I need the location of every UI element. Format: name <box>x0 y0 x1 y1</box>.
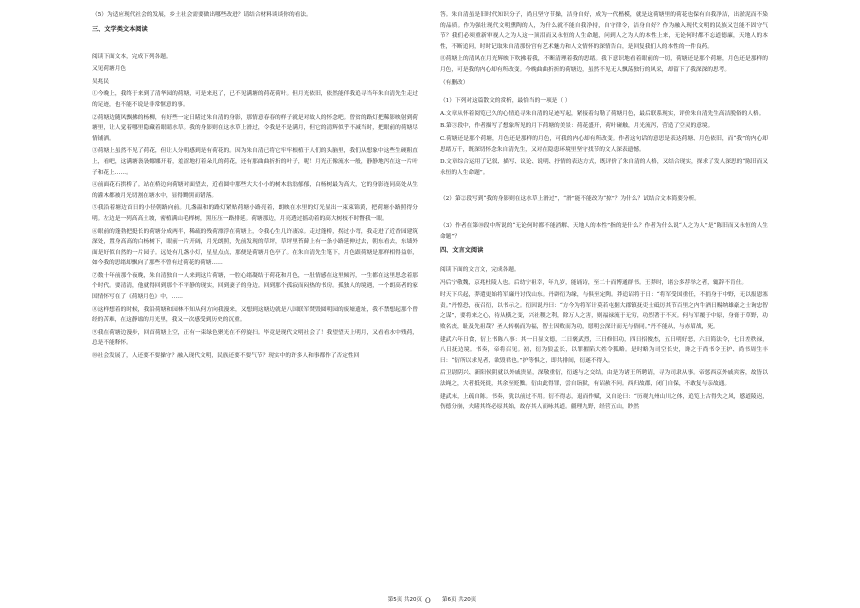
essay-author: 吴兆民 <box>92 78 110 85</box>
page-number-left: 第5页 共20页 <box>387 597 422 603</box>
essay-paragraph: ⑥眼前的蓬勃把挺长的荷塘分成两半，稀疏的残荷漂浮在荷塘上，令我心生几许凄凉。走过蓬桥，拐过小弯，我走进了近香园建筑深处，置身高高的白杨树下，眼前一片开阔，月光朗照，先前发现的草坪，草坪里苔藓上有一条小路延伸过去，朝东看去，东墙外面是好似自然的一片园子。远处有几盏小灯，星星点点，那便是荷塘月色亭了。在朱自清先生笔下，月色跟荷塘是那样相得益彰，如今我的思绪却飘向了那些不曾有过荷花的荷塘…… <box>92 228 418 267</box>
reading-instruction: 阅读下面文本，完成下列各题。 <box>92 53 172 60</box>
classical-paragraph: 建武末，上疏自陈。书奏，犹以前过不用。衍不得志，退而作赋，又自论曰：“历观九州山川之体，追览上古得失之风，愍道陵迟，伤德分崩，夫睹其终必原其始，故存其人而咏其道。疆理九野，经营五山，眇然 <box>440 393 768 411</box>
essay-paragraph: ①今晚上，我终于来到了清华园的荷塘，可是来迟了，已不见满塘的荷花荷叶。但月光依旧，依然能伴我追寻当年朱自清先生走过的足迹，也不能不说是非常惬意的事。 <box>92 91 418 108</box>
essay-paragraph: ④前面花石拱桥了。站在桥边向荷塘对面望去，近看圆中那些大大小小的树木翁翁郁郁，白杨树最为高大，它的身影连同高处从生的灌木都被月光切割在塘水中，显得黝黑而错落。 <box>92 182 418 199</box>
classical-paragraph: 后卫尉阴兴、新阳侯阴就以外戚贵显，深敬重衍，衍遂与之交结，由是为诸王所聘请，寻为司隶从事。帝惩西京外戚宾客，故皆以法绳之，大者抵死徙，其余至贬黜。衍由此得罪，尝自诣狱，有诏赦不问。西归故郡，闭门自保，不敢复与亲故通。 <box>440 370 768 388</box>
option-a: A.文章从怀着阅览已久的心情追寻朱自清的足迹写起，紧接着勾勒了荷塘月色，最后联系现实，评价朱自清先生高洁脱俗的人格。 <box>440 110 765 117</box>
question-1: （1）下列对这篇散文的赏析，最恰当的一项是（ ） <box>440 98 571 105</box>
essay-title: 又见荷塘月色 <box>92 66 127 73</box>
essay-paragraph: ⑤我沿着塘边首日的小径朝路向前。几盏温和的路灯紧贴荷塘小路亮着，朗映在水里的灯光显出一束束锦黄，把荷塘小路照得分明。左边是一列高高土坡，密植满山毛榉树，黑压压一路排延。荷塘那边，月亮透过摇动着的高大树枝不时瞥我一眼。 <box>92 205 418 222</box>
page-number-right: 第6页 共20页 <box>442 597 477 603</box>
section-heading-classical: 四、文言文阅读 <box>440 247 484 255</box>
right-column <box>440 10 768 586</box>
classical-paragraph: 时天下兵起，莽遣更始将军廉丹讨伐山东。丹辟衍为缘，与俱至定陶。莽追诏将于日：“将军受国重任，不捐身于中野，无以报恩塞责。”丹惶恐，夜召衍，以书示之。衍因说丹曰：“方今为将军计莫若屯据大郡镇抚吏士砥厉其节百里之内牛酒日赐纳雄豪之士询忠智之谋”，要将来之心，待从横之变，兴社稷之利，除万人之害，则福禄流于无穷，功烈著于不灭。何与军覆于中原，身膏于草野，功败名丧，耻及先祖哉？圣人转祸而为福，智士因败而为功，愿明公深计而无与俗同。”丹不能从，与赤眉战，死。 <box>440 292 768 331</box>
question-5: （5）为适应现代社会的发展，乡土社会需要做出哪些改进？请结合材料谈谈你的看法。 <box>92 12 312 18</box>
classical-instruction: 阅读下面的文言文，完成各题。 <box>440 267 520 274</box>
right-page <box>430 0 860 608</box>
question-2: （2）第②段写到“我的身影则在这水草上滑过”，“滑”能不能改为“掠”？为什么？试结合文本简要分析。 <box>440 196 700 203</box>
classical-paragraph: 建武六年日食，衍上书陈八事：其一日显文德，二日褒武烈，三日修旧功，四日招俊杰，五日明好恶，六日简法令，七日差秩禄，八日抚边境。书奏，帝将召见。初，衍为狼孟长，以罪摧陷大姓令狐略。是时略为司空长史，谗之于尚书令王护、尚书周生丰曰：“衍所以求见者，欲毁君也。”护等惧之，即共排间，衍遂不得入。 <box>440 336 768 364</box>
section-heading-literature: 三、文学类文本阅读 <box>92 25 148 33</box>
essay-paragraph: ⑩社会发展了，人还要不要操守？融入现代文明，民族还要不要气节？现实中的许多人和事都作了否定性回 <box>92 353 360 360</box>
essay-paragraph: ⑦数十年前那个夜晚，朱自清独自一人来到这片荷塘，一腔心绪凝结于荷花和月色，一肚情感在这里倾泻，一生都在这里思念着那个时代。要清清，他就得回到那个不平静的现实，回到妻子的身边。回到那个孤寂而闷热的书房。孤独人的境遇，一个朗高者的家国情怀写在了《荷塘月色》中，…… <box>92 272 418 301</box>
option-c: C.荷塘还是那个荷塘，月色还是那样的月色，可我的内心却有所改变。作者这句话的意思是表达荷塘、月色依旧，而“我”的内心却思绪万千，既深切怀念朱自清先生，又对在隐患环境里坚守找节的文人深表遗憾。 <box>440 135 768 153</box>
essay-paragraph: ②荷塘边随风飘拂的杨柳，有好些一定日睹过朱自清的身影，那情意春春的样子就是对故人的怀念吧。曾贫的路灯把稀影映射到荷塘里，让人觉着哪里隐藏着眼睛水草。我的身影则在这水草上滑过，令我是不是满月，但它的清辉似乎不减当时，把眼前的荷塘尽情铺洒。 <box>92 114 418 142</box>
binding-circle-mark: O <box>425 597 431 605</box>
left-column <box>92 10 418 586</box>
essay-paragraph-continued: 答。朱自清虽是旧时代知识分子，尚且坚守节操，洁身自好，成为一代楷模，就是这荷塘里的荷花也保有自我净洁，出淤泥而不染的品质。作为强壮现代文明熏陶的人，为什么就不能自我净持，自守律令，洁身自好？作为融入现代文明的民族又岂能不固守气节？我们必须重新审视人之为人这一顶泪而又永恒的人生命题，问到人之为人的本性上来，无论何时都不忘道德廉，天地人的本性，不断追问，时时记取朱自清那份宫有艺术魅力和人文情怀的深情告白，是回复我们人的本性的一件良药。 <box>440 12 768 50</box>
question-3: （3）作者在第⑩段中所说的“无论何时都不能消解、天地人的本性”指的是什么？作者为什么说“人之为人”是“陈旧而又永恒的人生命题”？ <box>440 222 768 240</box>
essay-paragraph: ⑪荷塘上的清风在月光辉映下吹拂着我，不断清理着我的思绪。我下意识地看着眼前的一切，荷塘还是那个荷塘，月色还是那样的月色，可是我的内心却有所改变。今晚曲曲折折的荷塘边，虽然不见无人飘荡独行的风采，却留下了我深深的思考。 <box>440 56 768 73</box>
essay-paragraph: ③荷塘上虽然不见了荷花，但让人分明感到是有荷花的。因为朱自清已将它牢牢根植于人们的头脑里，我们从想象中这些生硬粗直上，看吧，这满塘袅袅娜娜开着，羞涩地打着朵儿的荷花，还有那曲曲折折的叶子，呢！月光正像流水一般，静静地泻在这一片叶子和花上……。 <box>92 148 418 176</box>
essay-paragraph: ⑨我在荷塘边漫步，回首荷塘上空，正有一束绿色聚光在不停旋扫。毕竟是现代文明社会了！我望望天上明月，又看看水中残荷，总是不能释怀。 <box>92 329 418 347</box>
abridged-note: （有删改） <box>440 79 469 86</box>
option-b: B.第③段中，作者描写了想象所见的月下荷塘的美景：荷花盛开，荷叶碰触，月光流泻，营造了空灵的意境。 <box>440 123 714 130</box>
option-d: D.文章综合运用了记叙、描写、议论、说明、抒情的表达方式，既评价了朱自清的人格，又结合现实，探求了发人深思的“陈旧而又永恒的人生命题”。 <box>440 159 768 176</box>
classical-paragraph: 冯后宁敬魏，京兆杜陵人也。后幼宁祖幸，年九岁，能诵诗，至二十而博通群书。王莽时，诸公多荐举之者，辄辞不肯仕。 <box>440 279 748 286</box>
essay-paragraph: ⑧这样想着的时候，我沿荷塘和园林不知从何方向我漫来，又想到这塘边就是八国联军焚毁圆明园的废墟遗址，我不禁想起那个曾经的苦难，在这静谧的月光里，我又一次感受到历史的沉重。 <box>92 306 418 324</box>
